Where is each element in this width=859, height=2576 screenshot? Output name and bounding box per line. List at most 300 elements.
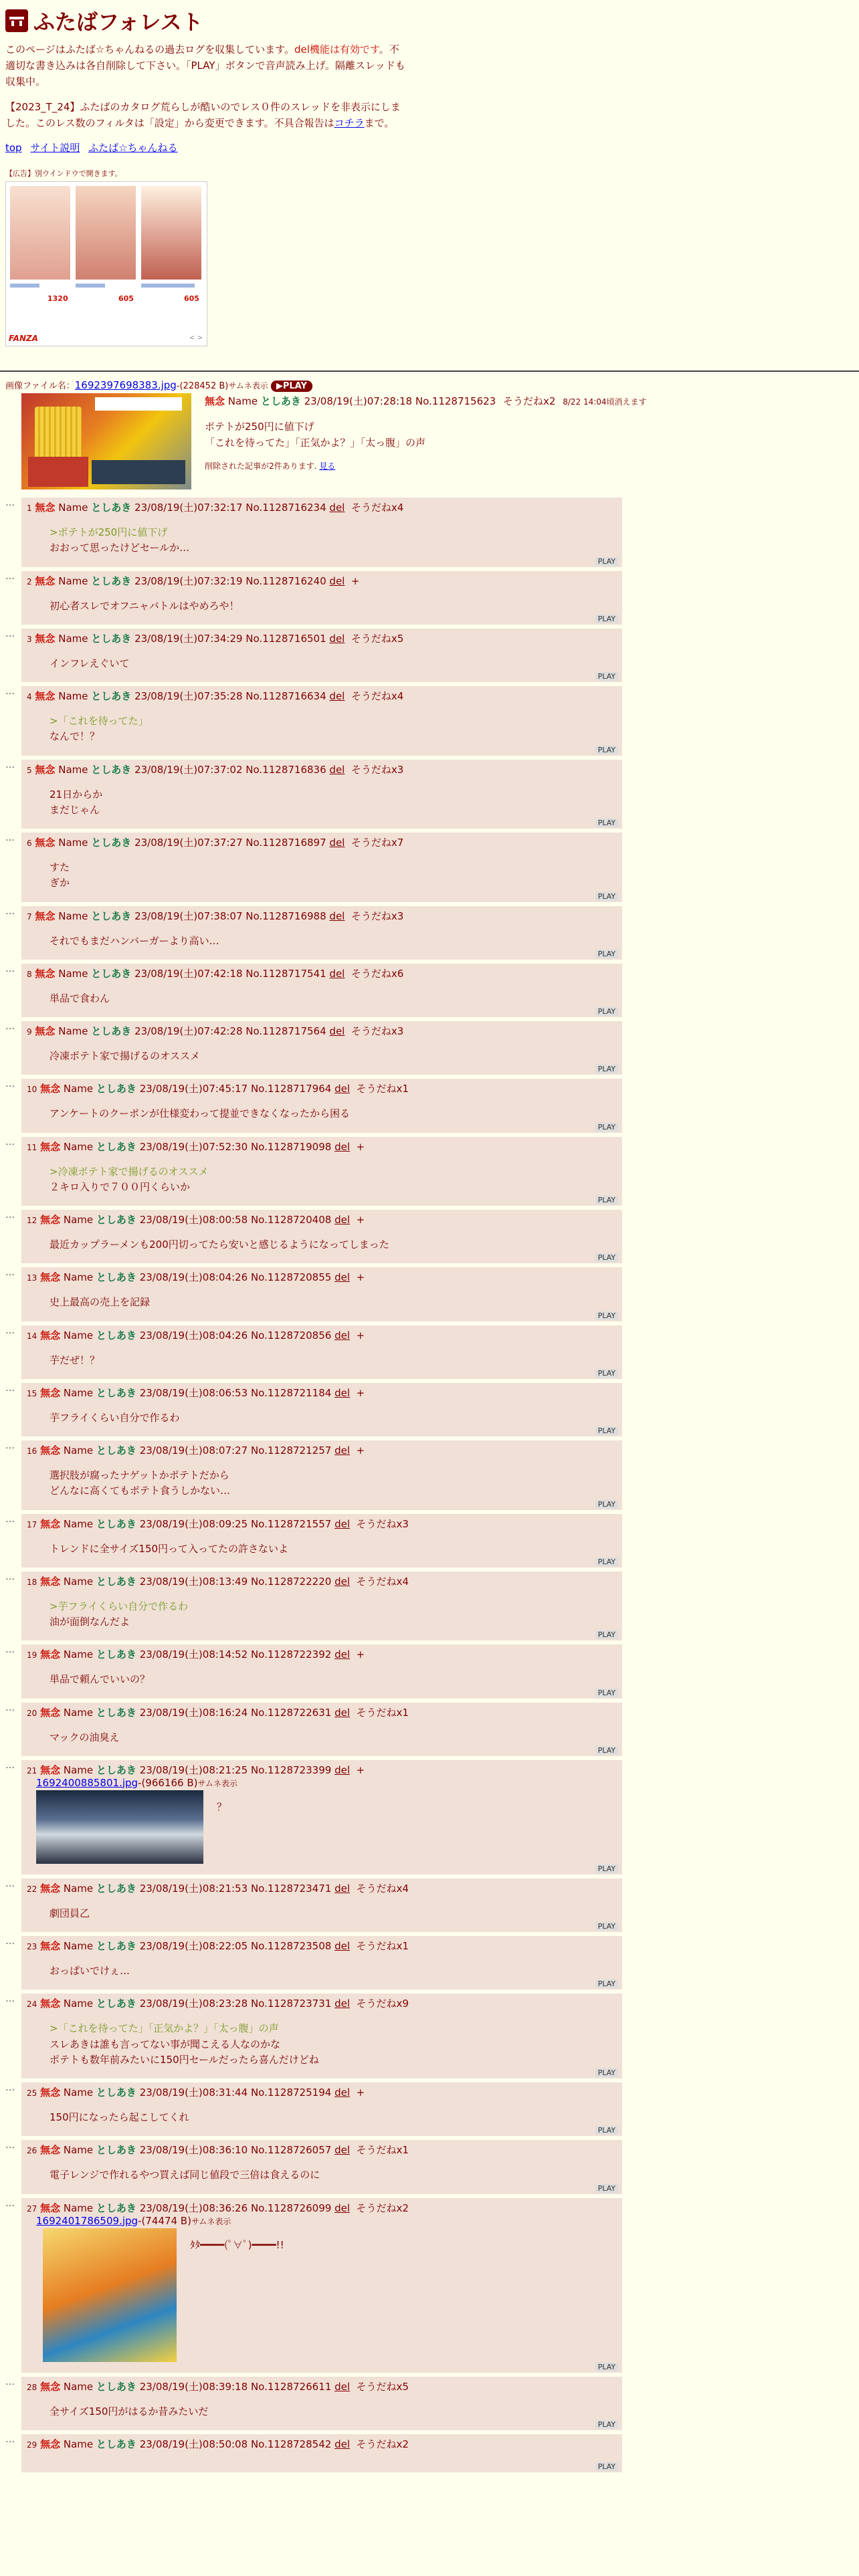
soudane-button[interactable]: そうだねx1 bbox=[356, 1706, 409, 1719]
response bbox=[5, 1136, 622, 1206]
response bbox=[5, 963, 622, 1017]
response-body bbox=[50, 599, 617, 614]
file-link[interactable]: 1692401786509.jpg bbox=[36, 2214, 138, 2227]
response-number: 19 bbox=[27, 1650, 37, 1660]
response-header bbox=[27, 835, 617, 849]
play-button[interactable]: PLAY bbox=[595, 1922, 618, 1931]
soudane-button[interactable]: そうだねx3 bbox=[351, 909, 404, 922]
response-number: 20 bbox=[27, 1708, 37, 1718]
ad-product-image[interactable] bbox=[76, 186, 136, 280]
response-line: 冷凍ポテト家で揚げるのオススメ bbox=[50, 1050, 200, 1062]
bug-report-link[interactable]: コチラ bbox=[334, 117, 365, 129]
response-line: トレンドに全サイズ150円って入ってたの許さないよ bbox=[50, 1542, 289, 1555]
del-link[interactable]: del bbox=[329, 632, 345, 645]
ad-price: 605 bbox=[184, 294, 199, 303]
response-body bbox=[50, 1468, 617, 1499]
response-line: 電子レンジで作れるやつ買えば同じ値段で三倍は食えるのに bbox=[50, 2169, 320, 2181]
del-link[interactable]: del bbox=[335, 1386, 350, 1399]
soudane-button[interactable]: そうだねx1 bbox=[356, 1940, 409, 1952]
ad-product-image[interactable] bbox=[10, 186, 70, 280]
nav-link-top[interactable]: top bbox=[5, 142, 22, 154]
post-number: No.1128717964 bbox=[250, 1083, 332, 1095]
play-button[interactable]: PLAY bbox=[595, 746, 618, 754]
response-body bbox=[50, 1106, 617, 1121]
response-body bbox=[50, 787, 617, 819]
ad-price: 1320 bbox=[47, 294, 68, 303]
response-subject: 無念 bbox=[40, 2086, 61, 2099]
del-link[interactable]: del bbox=[335, 1271, 350, 1284]
response-subject: 無念 bbox=[40, 1998, 61, 2010]
response-subject: 無念 bbox=[35, 909, 56, 922]
play-button[interactable]: PLAY bbox=[595, 2462, 618, 2471]
name-label: Name bbox=[63, 1140, 94, 1153]
play-button[interactable]: PLAY bbox=[595, 1746, 618, 1755]
soudane-button[interactable]: そうだねx4 bbox=[356, 1882, 409, 1895]
post-number: No.1128726057 bbox=[250, 2144, 332, 2157]
response-number: 27 bbox=[27, 2204, 37, 2214]
response-body bbox=[50, 2404, 617, 2420]
name-label: Name bbox=[63, 1998, 94, 2010]
poster-name: としあき bbox=[91, 574, 132, 587]
play-button[interactable]: PLAY bbox=[595, 950, 618, 958]
op-post bbox=[5, 393, 854, 490]
name-label: Name bbox=[63, 1083, 94, 1095]
del-link[interactable]: del bbox=[335, 2086, 350, 2099]
ad-brand-logo: FANZA bbox=[9, 334, 38, 343]
poster-name: としあき bbox=[96, 1444, 136, 1457]
response-line: インフレえぐいて bbox=[50, 657, 130, 669]
soudane-button[interactable]: そうだねx6 bbox=[351, 967, 404, 980]
post-datetime: 23/08/19(土)07:38:07 bbox=[134, 909, 243, 922]
response-body bbox=[190, 2238, 284, 2362]
dots-icon: … bbox=[5, 1136, 15, 1148]
response-body bbox=[50, 1353, 617, 1368]
response-wrapper bbox=[5, 2082, 622, 2136]
play-button[interactable]: PLAY bbox=[595, 819, 618, 827]
response-header bbox=[27, 1996, 617, 2010]
response-number: 29 bbox=[27, 2440, 37, 2450]
post-number: No.1128728542 bbox=[250, 2438, 332, 2450]
response-number: 10 bbox=[27, 1085, 37, 1095]
response-line: >芋フライくらい自分で作るわ bbox=[50, 1600, 189, 1612]
dots-icon: … bbox=[5, 1644, 15, 1656]
response-line: それでもまだハンバーガーより高い… bbox=[50, 934, 219, 947]
post-number: No.1128726099 bbox=[250, 2202, 332, 2214]
dots-icon: … bbox=[5, 1440, 15, 1451]
dots-icon: … bbox=[5, 905, 15, 917]
del-link[interactable]: del bbox=[335, 2438, 350, 2450]
soudane-button[interactable]: + bbox=[356, 1444, 365, 1457]
response-header bbox=[27, 1647, 617, 1661]
soudane-button[interactable]: + bbox=[356, 2086, 365, 2099]
response-subject: 無念 bbox=[35, 632, 56, 645]
del-link[interactable]: del bbox=[335, 1329, 350, 1341]
op-play-button[interactable]: ▶PLAY bbox=[271, 381, 312, 392]
response-line: 劇団員乙 bbox=[50, 1907, 90, 1919]
play-button[interactable]: PLAY bbox=[595, 2068, 618, 2077]
del-link[interactable]: del bbox=[329, 763, 345, 776]
post-datetime: 23/08/19(土)07:42:28 bbox=[134, 1025, 243, 1037]
response-line: ２キロ入りで７００円くらいか bbox=[50, 1180, 191, 1193]
play-button[interactable]: PLAY bbox=[595, 2420, 618, 2429]
play-button[interactable]: PLAY bbox=[595, 1500, 618, 1509]
soudane-button[interactable]: そうだねx3 bbox=[351, 763, 404, 776]
post-datetime: 23/08/19(土)08:14:52 bbox=[139, 1648, 248, 1661]
response-header bbox=[27, 1212, 617, 1226]
response-body bbox=[50, 1164, 617, 1196]
response-body bbox=[50, 1049, 617, 1064]
name-label: Name bbox=[63, 1648, 94, 1661]
response-line: おおって思ったけどセールか… bbox=[50, 542, 190, 554]
name-label: Name bbox=[63, 1444, 94, 1457]
play-button[interactable]: PLAY bbox=[595, 2126, 618, 2135]
soudane-button[interactable]: そうだねx2 bbox=[356, 2202, 409, 2214]
name-label: Name bbox=[58, 763, 88, 776]
op-soudane[interactable]: そうだねx2 bbox=[503, 395, 556, 407]
post-datetime: 23/08/19(土)08:31:44 bbox=[139, 2086, 248, 2099]
nav-links bbox=[5, 140, 854, 154]
post-number: No.1128717541 bbox=[246, 967, 326, 980]
response-number: 14 bbox=[27, 1331, 37, 1341]
op-header: 無念 Name としあき 23/08/19(土)07:28:18 No.1128715623 そうだねx2 8/22 14:04頃消えます bbox=[205, 395, 647, 407]
response bbox=[5, 1759, 622, 1874]
dots-icon: … bbox=[5, 1210, 15, 1220]
response-wrapper bbox=[5, 2198, 622, 2373]
response-number: 13 bbox=[27, 1273, 37, 1283]
del-link[interactable]: del bbox=[335, 1575, 350, 1588]
thumb-note: サムネ表示 bbox=[197, 1778, 237, 1788]
name-label: Name bbox=[63, 1517, 94, 1530]
file-line bbox=[36, 2215, 617, 2227]
post-datetime: 23/08/19(土)08:50:08 bbox=[139, 2438, 248, 2450]
play-button[interactable]: PLAY bbox=[595, 1369, 618, 1378]
response-subject: 無念 bbox=[40, 1444, 61, 1457]
ad-note: 【広告】別ウインドウで開きます。 bbox=[5, 169, 122, 178]
response-subject: 無念 bbox=[35, 1025, 56, 1037]
del-link[interactable]: del bbox=[335, 2144, 350, 2157]
response-body bbox=[50, 1963, 617, 1979]
response-number: 12 bbox=[27, 1216, 37, 1225]
del-link[interactable]: del bbox=[329, 502, 345, 514]
play-button[interactable]: PLAY bbox=[595, 557, 618, 566]
response-line: 初心者スレでオフニャバトルはやめろや！ bbox=[50, 599, 240, 612]
ad-product-image[interactable] bbox=[141, 186, 201, 280]
response-subject: 無念 bbox=[40, 1329, 61, 1341]
play-button[interactable]: PLAY bbox=[595, 1196, 618, 1204]
response-number: 9 bbox=[27, 1027, 32, 1037]
response-number: 6 bbox=[27, 839, 32, 848]
del-link[interactable]: del bbox=[329, 690, 345, 702]
name-label: Name bbox=[63, 1329, 94, 1341]
post-datetime: 23/08/19(土)07:37:27 bbox=[134, 837, 243, 849]
post-number: No.1128722631 bbox=[250, 1706, 332, 1719]
del-link[interactable]: del bbox=[335, 1998, 350, 2010]
response-image[interactable] bbox=[36, 1790, 203, 1864]
response bbox=[5, 628, 622, 682]
play-button[interactable]: PLAY bbox=[595, 1311, 618, 1320]
response-wrapper bbox=[5, 964, 622, 1017]
poster-name: としあき bbox=[91, 763, 132, 776]
response-line: すた bbox=[50, 861, 70, 873]
post-datetime: 23/08/19(土)07:37:02 bbox=[134, 763, 243, 776]
poster-name: としあき bbox=[91, 1025, 132, 1037]
response-wrapper bbox=[5, 1079, 622, 1132]
ad-pager[interactable]: < > bbox=[189, 334, 203, 342]
response-body bbox=[50, 934, 617, 949]
play-button[interactable]: PLAY bbox=[595, 1689, 618, 1697]
response-line: スレあきは誰も言ってない事が聞こえる人なのかな bbox=[50, 2038, 281, 2050]
response-wrapper bbox=[5, 1021, 622, 1075]
poster-name: としあき bbox=[91, 837, 132, 849]
file-link[interactable]: 1692400885801.jpg bbox=[36, 1776, 138, 1789]
play-button[interactable]: PLAY bbox=[595, 892, 618, 901]
response-number: 28 bbox=[27, 2382, 37, 2392]
response-subject: 無念 bbox=[40, 1763, 61, 1776]
response-wrapper bbox=[5, 629, 622, 682]
response-header bbox=[27, 1881, 617, 1895]
del-link[interactable]: del bbox=[335, 1706, 350, 1719]
response-body bbox=[50, 2021, 617, 2068]
dots-icon: … bbox=[5, 2434, 15, 2445]
response-number: 1 bbox=[27, 504, 32, 513]
response-body bbox=[50, 1541, 617, 1557]
soudane-button[interactable]: そうだねx5 bbox=[356, 2380, 409, 2393]
name-label: Name bbox=[58, 502, 88, 514]
response-line: ポテトも数年前みたいに150円セールだったら喜んだけどね bbox=[50, 2053, 319, 2066]
response-body bbox=[50, 525, 617, 556]
post-datetime: 23/08/19(土)08:16:24 bbox=[139, 1706, 248, 1719]
response-header bbox=[27, 574, 617, 588]
del-link[interactable]: del bbox=[335, 2202, 350, 2214]
response-subject: 無念 bbox=[40, 1648, 61, 1661]
del-link[interactable]: del bbox=[335, 1648, 350, 1661]
poster-name: としあき bbox=[91, 690, 132, 702]
response-subject: 無念 bbox=[35, 967, 56, 980]
post-datetime: 23/08/19(土)07:32:17 bbox=[134, 502, 243, 514]
play-button[interactable]: PLAY bbox=[595, 615, 618, 623]
response-body bbox=[50, 1237, 617, 1253]
post-number: No.1128726611 bbox=[250, 2380, 332, 2393]
del-link[interactable]: del bbox=[335, 1140, 350, 1153]
response bbox=[5, 2197, 622, 2373]
play-button[interactable]: PLAY bbox=[595, 1123, 618, 1132]
del-link[interactable]: del bbox=[329, 909, 345, 922]
del-link[interactable]: del bbox=[329, 1025, 345, 1037]
soudane-button[interactable]: + bbox=[351, 574, 360, 587]
poster-name: としあき bbox=[96, 2086, 136, 2099]
dots-icon: … bbox=[5, 963, 15, 974]
response-subject: 無念 bbox=[35, 574, 56, 587]
name-label: Name bbox=[63, 2144, 94, 2157]
poster-name: としあき bbox=[96, 1329, 136, 1341]
post-datetime: 23/08/19(土)08:23:28 bbox=[139, 1998, 248, 2010]
response-body bbox=[50, 714, 617, 745]
response-wrapper bbox=[5, 2377, 622, 2430]
dots-icon: … bbox=[5, 498, 15, 508]
response-wrapper bbox=[5, 1994, 622, 2078]
soudane-button[interactable]: + bbox=[356, 1329, 365, 1341]
post-datetime: 23/08/19(土)08:04:26 bbox=[139, 1329, 248, 1341]
response-subject: 無念 bbox=[40, 1575, 61, 1588]
nav-link-futaba[interactable]: ふたば☆ちゃんねる bbox=[88, 142, 178, 154]
response-wrapper bbox=[5, 1325, 622, 1379]
soudane-button[interactable]: + bbox=[356, 1214, 365, 1226]
del-link[interactable]: del bbox=[335, 1444, 350, 1457]
dots-icon: … bbox=[5, 2376, 15, 2387]
soudane-button[interactable]: そうだねx1 bbox=[356, 2144, 409, 2157]
del-link[interactable]: del bbox=[335, 1763, 350, 1776]
response bbox=[5, 833, 622, 902]
soudane-button[interactable]: + bbox=[356, 1140, 365, 1153]
dots-icon: … bbox=[5, 570, 15, 582]
soudane-button[interactable]: そうだねx9 bbox=[356, 1998, 409, 2010]
poster-name: としあき bbox=[91, 502, 132, 514]
name-label: Name bbox=[63, 1706, 94, 1719]
response bbox=[5, 905, 622, 960]
dots-icon: … bbox=[5, 628, 15, 639]
play-button[interactable]: PLAY bbox=[595, 1426, 618, 1435]
response-subject: 無念 bbox=[35, 690, 56, 702]
del-link[interactable]: del bbox=[329, 837, 345, 849]
play-button[interactable]: PLAY bbox=[595, 2184, 618, 2193]
del-link[interactable]: del bbox=[335, 1214, 350, 1226]
name-label: Name bbox=[63, 1271, 94, 1284]
thumb-note: サムネ表示 bbox=[191, 2216, 231, 2226]
poster-name: としあき bbox=[96, 1271, 136, 1284]
soudane-button[interactable]: そうだねx7 bbox=[351, 837, 404, 849]
file-meta: -(74474 B) bbox=[138, 2214, 191, 2227]
response bbox=[5, 2140, 622, 2193]
play-button[interactable]: PLAY bbox=[595, 1007, 618, 1016]
response-subject: 無念 bbox=[40, 2144, 61, 2157]
response-wrapper bbox=[5, 686, 622, 756]
response bbox=[5, 498, 622, 567]
poster-name: としあき bbox=[96, 2380, 136, 2393]
response-line: ぎか bbox=[50, 877, 70, 889]
response-line: 最近カップラーメンも200円切ってたら安いと感じるようになってしまった bbox=[50, 1239, 389, 1251]
post-number: No.1128723471 bbox=[250, 1882, 332, 1895]
deleted-show-link[interactable]: 見る bbox=[319, 461, 336, 471]
dots-icon: … bbox=[5, 2197, 15, 2209]
post-datetime: 23/08/19(土)08:22:05 bbox=[139, 1940, 248, 1952]
soudane-button[interactable]: そうだねx5 bbox=[351, 632, 404, 645]
post-number: No.1128720855 bbox=[250, 1271, 332, 1284]
post-number: No.1128723399 bbox=[250, 1763, 332, 1776]
dots-icon: … bbox=[5, 1702, 15, 1713]
response-line: >「これを待ってた」 bbox=[50, 715, 149, 727]
response-number: 17 bbox=[27, 1519, 37, 1529]
soudane-button[interactable]: そうだねx1 bbox=[356, 1083, 409, 1095]
response-list bbox=[5, 498, 854, 2472]
play-button[interactable]: PLAY bbox=[595, 1065, 618, 1073]
ad-bar bbox=[10, 284, 39, 288]
response-header bbox=[27, 1270, 617, 1284]
dots-icon: … bbox=[5, 1994, 15, 2005]
response bbox=[5, 1210, 622, 1263]
response-wrapper bbox=[5, 1703, 622, 1756]
poster-name: としあき bbox=[96, 1940, 136, 1952]
response bbox=[5, 1994, 622, 2078]
name-label: Name bbox=[58, 1025, 88, 1037]
del-link[interactable]: del bbox=[335, 1517, 350, 1530]
op-image[interactable] bbox=[21, 393, 191, 490]
play-button[interactable]: PLAY bbox=[595, 1253, 618, 1262]
response-subject: 無念 bbox=[40, 1214, 61, 1226]
del-link[interactable]: del bbox=[335, 1083, 350, 1095]
del-link[interactable]: del bbox=[335, 1882, 350, 1895]
del-link[interactable]: del bbox=[329, 967, 345, 980]
play-button[interactable]: PLAY bbox=[595, 1630, 618, 1639]
post-datetime: 23/08/19(土)08:00:58 bbox=[139, 1214, 248, 1226]
post-datetime: 23/08/19(土)07:34:29 bbox=[134, 632, 243, 645]
response bbox=[5, 1513, 622, 1568]
play-button[interactable]: PLAY bbox=[595, 1558, 618, 1566]
soudane-button[interactable]: そうだねx3 bbox=[356, 1517, 409, 1530]
response bbox=[5, 1325, 622, 1379]
response-line: 芋だぜ！？ bbox=[50, 1354, 100, 1366]
response-wrapper bbox=[5, 833, 622, 902]
soudane-button[interactable]: そうだねx4 bbox=[351, 502, 404, 514]
play-button[interactable]: PLAY bbox=[595, 1864, 618, 1873]
response-header bbox=[27, 500, 617, 514]
soudane-button[interactable]: + bbox=[356, 1648, 365, 1661]
play-button[interactable]: PLAY bbox=[595, 672, 618, 681]
soudane-button[interactable]: + bbox=[356, 1271, 365, 1284]
play-button[interactable]: PLAY bbox=[595, 1979, 618, 1988]
soudane-button[interactable]: そうだねx4 bbox=[351, 690, 404, 702]
response-line: 芋フライくらい自分で作るわ bbox=[50, 1411, 180, 1424]
post-datetime: 23/08/19(土)08:04:26 bbox=[139, 1271, 248, 1284]
post-datetime: 23/08/19(土)08:07:27 bbox=[139, 1444, 248, 1457]
response-image[interactable] bbox=[43, 2228, 177, 2362]
dots-icon: … bbox=[5, 1513, 15, 1525]
response-wrapper bbox=[5, 1879, 622, 1932]
response-number: 23 bbox=[27, 1942, 37, 1951]
file-line bbox=[36, 1777, 617, 1789]
response-number: 24 bbox=[27, 2000, 37, 2010]
del-link[interactable]: del bbox=[329, 574, 345, 587]
response-line: 単品で頼んでいいの？ bbox=[50, 1673, 151, 1686]
ad-banner[interactable] bbox=[5, 181, 207, 346]
response-line: 油が面倒なんだよ bbox=[50, 1616, 130, 1628]
response-line: 21日からか bbox=[50, 788, 103, 800]
soudane-button[interactable]: そうだねx4 bbox=[356, 1575, 409, 1588]
soudane-button[interactable]: そうだねx3 bbox=[351, 1025, 404, 1037]
poster-name: としあき bbox=[91, 967, 132, 980]
image-banner-graphic bbox=[92, 460, 185, 484]
page-title: ふたばフォレスト bbox=[33, 9, 203, 35]
fries-box-graphic bbox=[28, 457, 88, 487]
response-number: 26 bbox=[27, 2146, 37, 2156]
dots-icon: … bbox=[5, 759, 15, 770]
soudane-button[interactable]: + bbox=[356, 1763, 365, 1776]
response-header bbox=[27, 1517, 617, 1531]
del-link[interactable]: del bbox=[335, 1940, 350, 1952]
soudane-button[interactable]: + bbox=[356, 1386, 365, 1399]
play-button[interactable]: PLAY bbox=[595, 2363, 618, 2371]
response-header bbox=[27, 2437, 617, 2451]
op-file-link[interactable]: 1692397698383.jpg bbox=[74, 379, 177, 391]
post-number: No.1128716634 bbox=[246, 690, 326, 702]
soudane-button[interactable]: そうだねx2 bbox=[356, 2438, 409, 2450]
response-wrapper bbox=[5, 2434, 622, 2472]
response-line: ？ bbox=[217, 1800, 227, 1813]
response bbox=[5, 759, 622, 829]
del-link[interactable]: del bbox=[335, 2380, 350, 2393]
post-number: No.1128720408 bbox=[250, 1214, 332, 1226]
nav-link-about[interactable]: サイト説明 bbox=[30, 142, 80, 154]
response-header bbox=[27, 1081, 617, 1095]
